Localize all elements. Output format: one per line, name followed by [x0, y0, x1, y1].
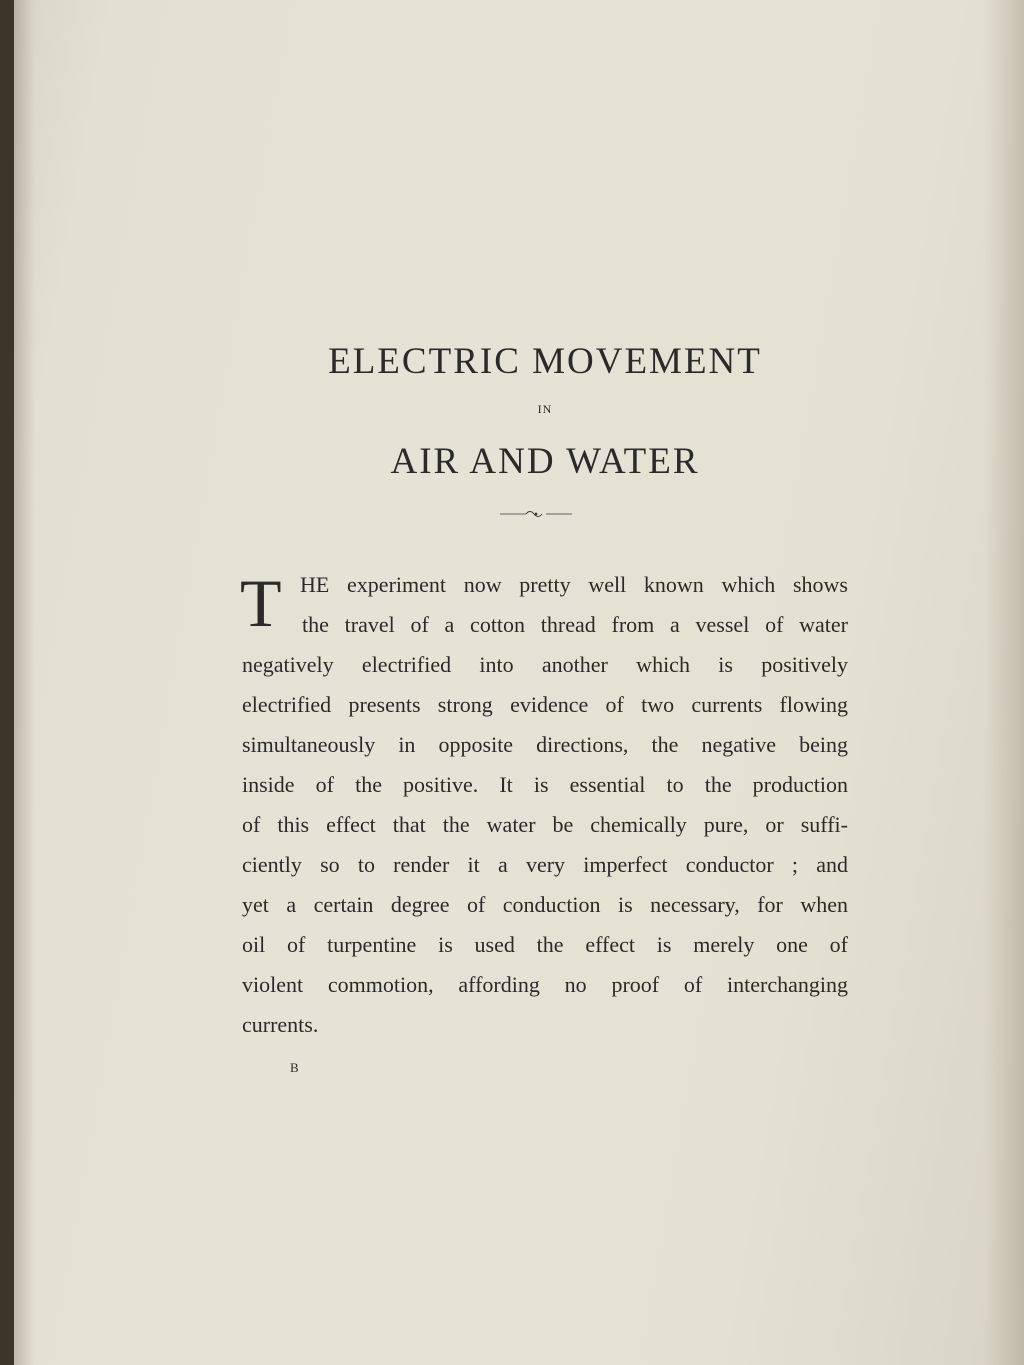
paragraph-line: of this effect that the water be chemically pure, or suffi- — [242, 812, 848, 837]
paragraph-line: simultaneously in opposite directions, the negative being — [242, 732, 848, 757]
paragraph-line: negatively electrified into another which is positively — [242, 652, 848, 677]
signature-mark: B — [290, 1060, 300, 1075]
paragraph-line: HE experiment now pretty well known which shows — [300, 572, 848, 597]
paragraph-line: oil of turpentine is used the effect is merely one of — [242, 932, 848, 957]
paragraph-line: currents. — [242, 1012, 319, 1037]
body-paragraph — [242, 565, 848, 1045]
title-line-1: ELECTRIC MOVEMENT — [328, 341, 762, 382]
paragraph-line: yet a certain degree of conduction is necessary, for when — [242, 892, 848, 917]
paragraph-line: the travel of a cotton thread from a vessel of water — [302, 612, 848, 637]
paragraph-line: inside of the positive. It is essential to the production — [242, 772, 848, 797]
title-connector: IN — [537, 402, 553, 416]
drop-cap: T — [240, 565, 282, 641]
ornament-divider-icon — [500, 507, 572, 521]
paragraph-line: electrified presents strong evidence of two currents flowing — [242, 692, 848, 717]
book-page — [14, 0, 1024, 1365]
paragraph-line: ciently so to render it a very imperfect conductor ; and — [242, 852, 848, 877]
paragraph-line: violent commotion, affording no proof of interchanging — [242, 972, 848, 997]
title-line-2: AIR AND WATER — [390, 441, 700, 482]
